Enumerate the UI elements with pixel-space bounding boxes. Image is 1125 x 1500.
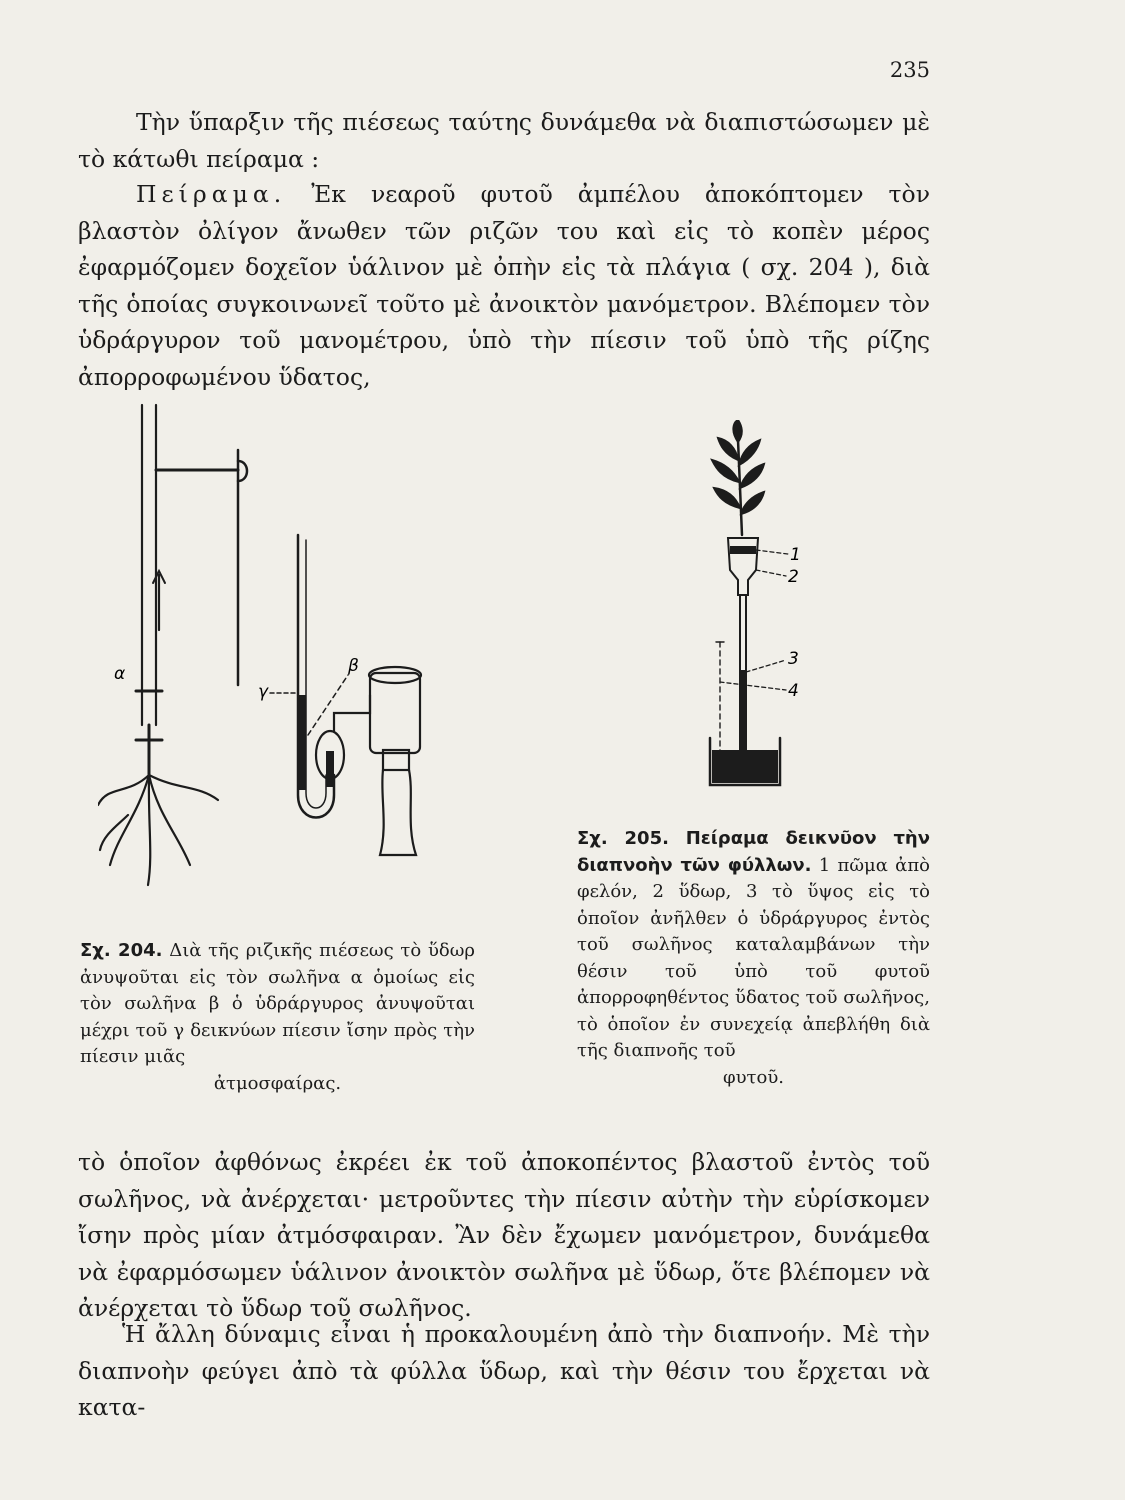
page-number: 235 (889, 58, 930, 82)
caption-204-label: Σχ. 204. (80, 940, 163, 961)
label-1: 1 (790, 545, 801, 565)
container-jar (370, 673, 420, 753)
caption-204-last: ἀτμοσφαίρας. (213, 1072, 342, 1094)
clamp-knob (238, 461, 247, 481)
label-4: 4 (788, 681, 799, 701)
leaf-1 (733, 420, 741, 442)
caption-205-label: Σχ. 205. (577, 828, 669, 849)
root-4 (149, 775, 218, 800)
leaf-2 (718, 438, 738, 460)
pointer-beta (308, 675, 348, 735)
cork-stopper (730, 546, 756, 554)
experiment-label: Πείραμα. (136, 180, 287, 208)
leaf-6 (714, 488, 740, 508)
experiment-text: Ἐκ νεαροῦ φυτοῦ ἀμπέλου ἀποκόπτομεν τὸν βλαστὸν ὀλίγον ἄνωθεν τῶν ριζῶν του καὶ εἰς τὸ κοπὲν μέρος ἐφαρμόζομεν δοχεῖον ὑάλινον μὲ ὀπὴν εἰς τὰ πλάγια ( σχ. 204 ), διὰ τῆς ὁποίας συγκοινωνεῖ τοῦτο μὲ ἀνοικτὸν μανόμετρον. Βλέπομεν τὸν ὑδράργυρον τοῦ μανομέτρου, ὑπὸ τὴν πίεσιν τοῦ ὑπὸ τῆς ρίζης ἀπορροφωμένου ὕδατος, (78, 180, 930, 391)
label-gamma: γ (258, 682, 269, 702)
caption-figure-204 (80, 938, 475, 1097)
mercury-left (298, 695, 306, 790)
pointer-3 (746, 660, 786, 672)
caption-205-title: Πείραμα δεικνῦον τὴν διαπνοὴν τῶν φύλλων. (577, 828, 931, 876)
paragraph-continuation: τὸ ὁποῖον ἀφθόνως ἐκρέει ἐκ τοῦ ἀποκοπέντος βλαστοῦ ἐντὸς τοῦ σωλῆνος, νὰ ἀνέρχεται· μετροῦντες τὴν πίεσιν αὐτὴν τὴν εὑρίσκομεν ἴσην πρὸς μίαν ἀτμόσφαιραν. Ἂν δὲν ἔχωμεν μανόμετρον, δυνάμεθα νὰ ἐφαρμόσωμεν ὑάλινον ἀνοικτὸν σωλῆνα μὲ ὕδωρ, ὅτε βλέπομεν νὰ ἀνέρχεται τὸ ὕδωρ τοῦ σωλῆνος. (78, 1148, 930, 1322)
label-beta: β (348, 656, 359, 676)
pointer-4 (720, 682, 786, 690)
leaf-4 (712, 460, 739, 482)
figure-204-illustration (98, 395, 450, 900)
connector-tube (334, 695, 370, 731)
caption-205-text: 1 πῶμα ἀπὸ φελόν, 2 ὕδωρ, 3 τὸ ὕψος εἰς τὸ ὁποῖον ἀνῆλθεν ὁ ὑδράργυρος ἐντὸς τοῦ σωλῆνος καταλαμβάνων τὴν θέσιν τοῦ ὑπὸ τοῦ φυτοῦ ἀπορροφηθέντος ὕδατος τοῦ σωλῆνος, τὸ ὁποῖον ἐν συνεχείᾳ ἀπεβλήθη διὰ τῆς διαπνοῆς τοῦ (577, 854, 930, 1061)
leaf-3 (739, 440, 760, 465)
label-3: 3 (788, 649, 799, 669)
pointer-1 (756, 550, 788, 554)
root-5 (148, 775, 150, 885)
pointer-2 (756, 570, 786, 576)
dish-mercury (712, 750, 778, 783)
paragraph-experiment (78, 176, 930, 395)
manometer-inner (306, 540, 326, 808)
caption-204-text: Διὰ τῆς ριζικῆς πιέσεως τὸ ὕδωρ ἀνυψοῦται εἰς τὸν σωλῆνα α ὁμοίως εἰς τὸν σωλῆνα β ὁ ὑδράργυρος ἀνυψοῦται μέχρι τοῦ γ δεικνύων πίεσιν ἴσην πρὸς τὴν πίεσιν μιᾶς (80, 940, 475, 1067)
caption-figure-205 (577, 826, 930, 1091)
label-alpha: α (114, 664, 126, 684)
caption-205-last: φυτοῦ. (722, 1066, 784, 1088)
plant-stump (380, 770, 416, 855)
figure-205-illustration (690, 420, 820, 800)
container-top (369, 667, 421, 683)
paragraph-intro: Τὴν ὕπαρξιν τῆς πιέσεως ταύτης δυνάμεθα νὰ διαπιστώσωμεν μὲ τὸ κάτωθι πείραμα : (78, 108, 930, 173)
leaf-7 (741, 492, 764, 514)
root-3 (149, 775, 190, 865)
root-1 (98, 775, 149, 805)
leaf-5 (740, 464, 764, 488)
label-2: 2 (788, 567, 799, 587)
root-2 (110, 775, 149, 865)
mercury-right (326, 751, 334, 787)
mercury-column (740, 670, 746, 758)
paragraph-transpiration: Ἡ ἄλλη δύναμις εἶναι ἡ προκαλουμένη ἀπὸ τὴν διαπνοήν. Μὲ τὴν διαπνοὴν φεύγει ἀπὸ τὰ φύλλα ὕδωρ, καὶ τὴν θέσιν του ἔρχεται νὰ κατα- (78, 1320, 930, 1421)
